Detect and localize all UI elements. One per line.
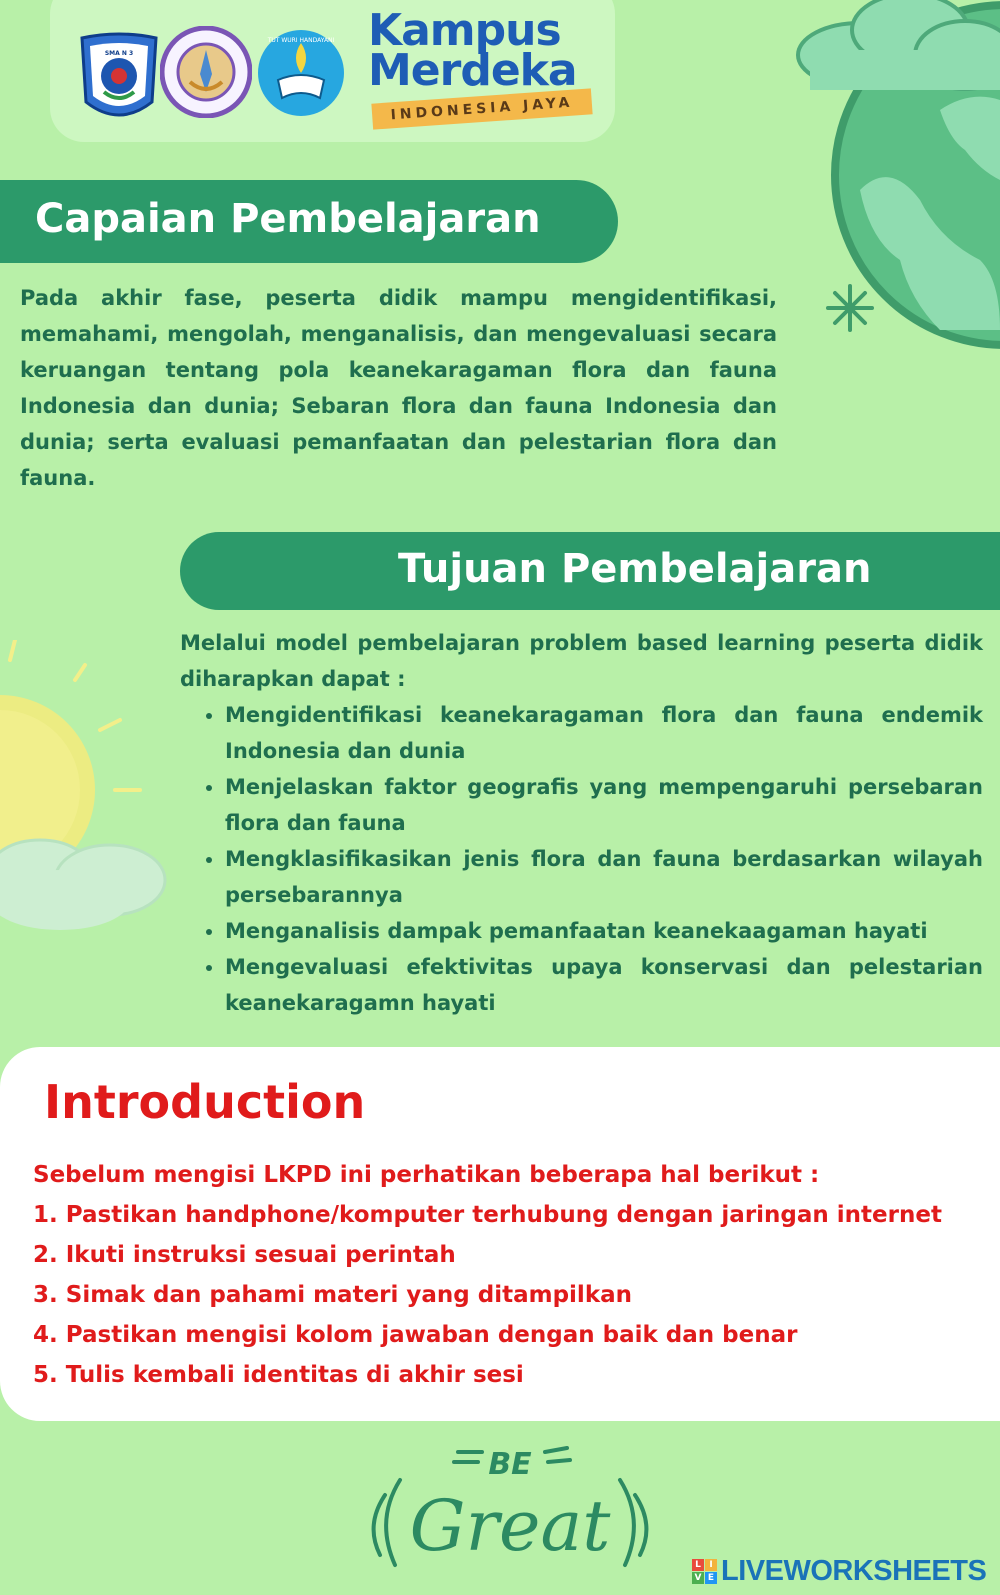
slogan-be: BE [488, 1447, 532, 1482]
svg-text:TUT WURI HANDAYANI: TUT WURI HANDAYANI [267, 37, 335, 44]
cloud-icon [0, 840, 165, 930]
liveworksheets-text: LIVEWORKSHEETS [721, 1554, 987, 1587]
liveworksheets-icon [692, 1559, 717, 1584]
sun-illustration [0, 640, 190, 940]
slogan-great: Great [409, 1485, 611, 1567]
be-great-slogan [370, 1440, 650, 1590]
sparkle-icon [825, 283, 875, 333]
tujuan-list-item: • Menganalisis dampak pemanfaatan keanekaagaman hayati [225, 913, 983, 949]
capaian-title: Capaian Pembelajaran [35, 196, 541, 242]
capaian-paragraph: Pada akhir fase, peserta didik mampu mengidentifikasi, memahami, mengolah, menganalisis, dan mengevaluasi secara keruangan tentang pola keanekaragaman flora dan fauna Indonesia dan dunia; Sebaran flora dan fauna Indonesia dan dunia; serta evaluasi pemanfaatan dan pelestarian flora dan fauna. [20, 286, 777, 490]
lw-letter: E [705, 1572, 717, 1584]
tut-wuri-handayani-icon [256, 28, 346, 118]
kampus-merdeka-line1: Kampus [368, 5, 561, 56]
tujuan-list-item: • Mengevaluasi efektivitas upaya konservasi dan pelestarian keanekaragamn hayati [225, 949, 983, 1021]
kampus-merdeka-line2: Merdeka [368, 45, 577, 96]
introduction-step: 3. Simak dan pahami materi yang ditampilkan [33, 1282, 633, 1308]
introduction-title: Introduction [44, 1075, 366, 1129]
introduction-step: 5. Tulis kembali identitas di akhir sesi [33, 1362, 524, 1388]
introduction-lead: Sebelum mengisi LKPD ini perhatikan beberapa hal berikut : [33, 1162, 820, 1188]
tujuan-title: Tujuan Pembelajaran [398, 546, 872, 592]
school-logo-icon [78, 32, 160, 126]
tujuan-list-item: • Mengidentifikasi keanekaragaman flora dan fauna endemik Indonesia dan dunia [225, 697, 983, 769]
lw-letter: L [692, 1559, 704, 1571]
liveworksheets-watermark [692, 1553, 986, 1589]
tujuan-list [180, 697, 983, 1021]
tujuan-list-item: • Menjelaskan faktor geografis yang mempengaruhi persebaran flora dan fauna [225, 769, 983, 841]
kampus-merdeka-logo [368, 6, 598, 126]
tujuan-content [180, 625, 983, 1021]
svg-text:SMA N 3: SMA N 3 [104, 50, 134, 57]
lw-letter: I [705, 1559, 717, 1571]
university-logo-icon [160, 26, 252, 118]
tujuan-list-item: • Mengklasifikasikan jenis flora dan fauna berdasarkan wilayah persebarannya [225, 841, 983, 913]
introduction-step: 4. Pastikan mengisi kolom jawaban dengan baik dan benar [33, 1322, 798, 1348]
introduction-card [0, 1047, 1000, 1421]
introduction-step: 1. Pastikan handphone/komputer terhubung dengan jaringan internet [33, 1202, 942, 1228]
kampus-merdeka-ribbon: INDONESIA JAYA [371, 88, 592, 129]
introduction-steps [33, 1195, 942, 1395]
lw-letter: V [692, 1572, 704, 1584]
tujuan-intro: Melalui model pembelajaran problem based learning peserta didik diharapkan dapat : [180, 631, 983, 691]
capaian-heading-band [0, 180, 618, 263]
introduction-step: 2. Ikuti instruksi sesuai perintah [33, 1242, 456, 1268]
tujuan-heading-band [180, 532, 1000, 610]
globe-illustration [790, 0, 1000, 370]
